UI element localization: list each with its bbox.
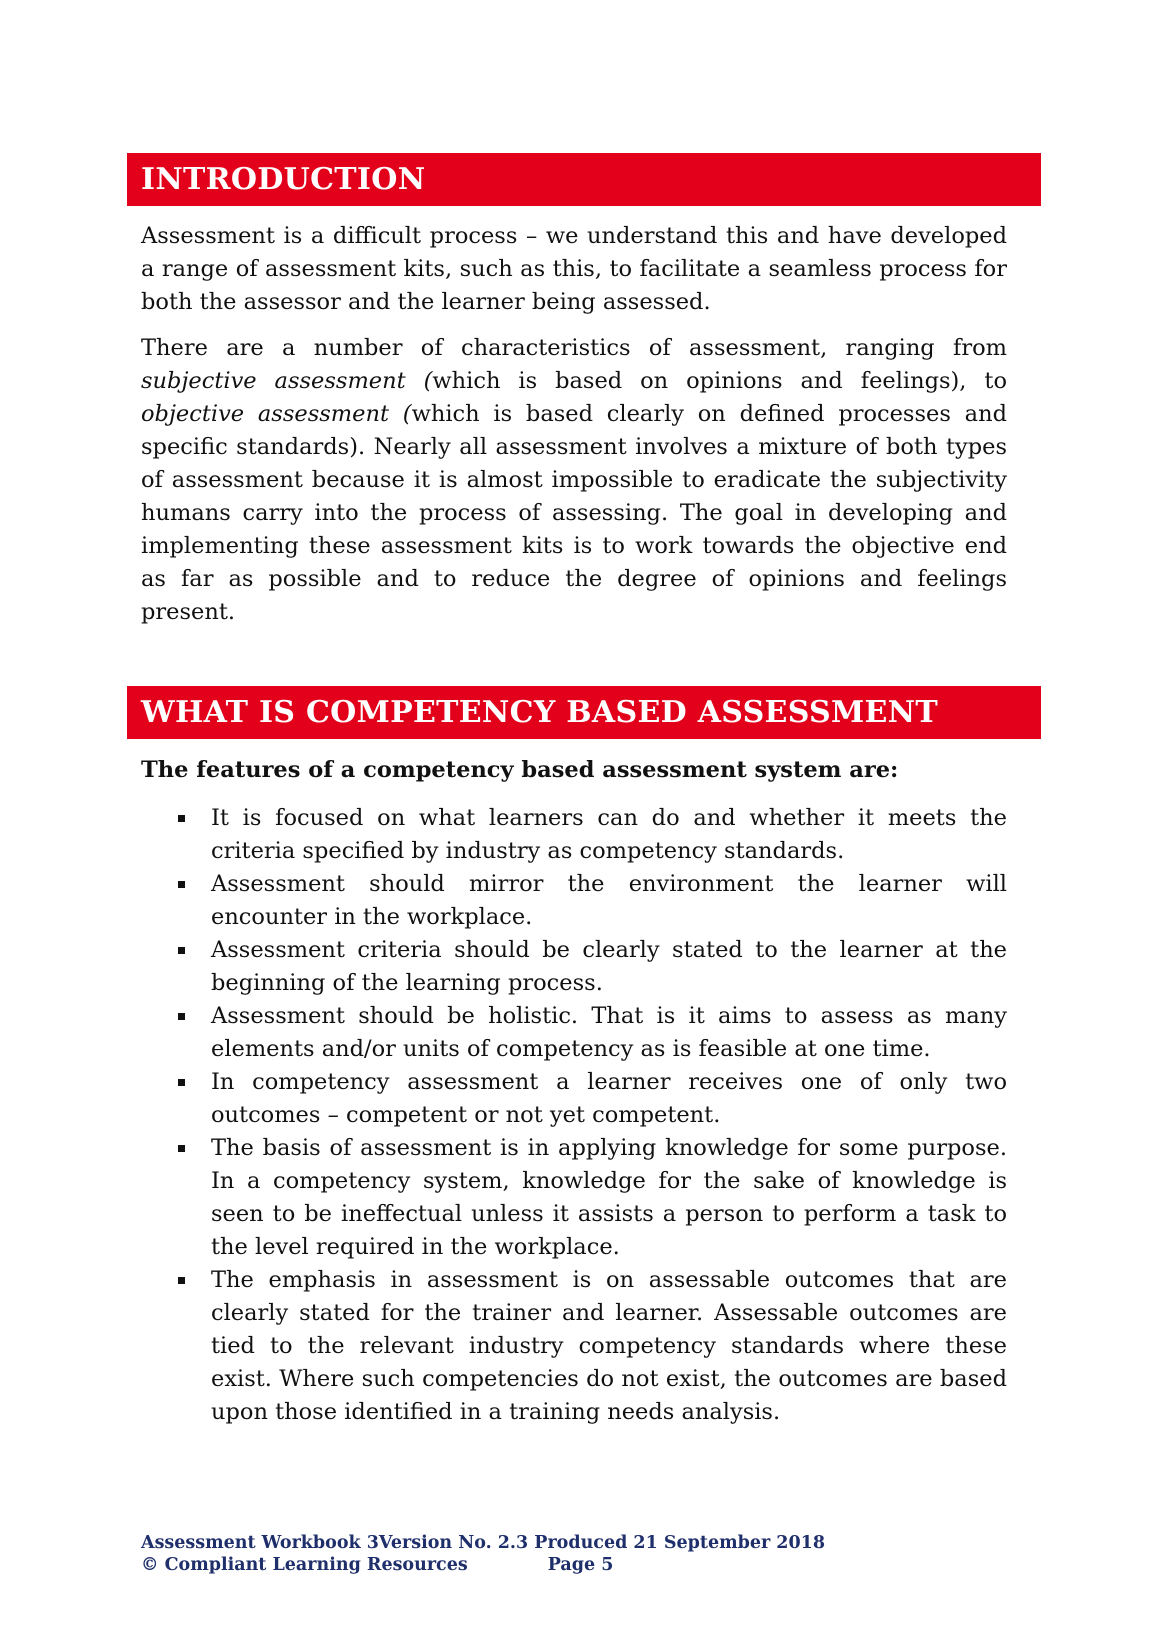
list-item xyxy=(141,1000,1007,1066)
footer-workbook-version: Assessment Workbook 3Version No. 2.3 Produced 21 September 2018 xyxy=(141,1533,825,1553)
list-item-text: The emphasis in assessment is on assessable outcomes that are clearly stated for the trainer and learner. Assessable outcomes are tied to the relevant industry competency standards where these exist. Where such competencies do not exist, the outcomes are based upon those identified in a training needs analysis. xyxy=(211,1267,1007,1425)
intro-p2-text-c: which is based clearly on defined processes and specific standards). Nearly all assessment involves a mixture of both types of assessment because it is almost impossible to eradicate the subjectivity humans carry into the process of assessing. The goal in developing and implementing these assessment kits is to work towards the objective end as far as possible and to reduce the degree of opinions and feelings present. xyxy=(141,401,1007,625)
list-item-text: The basis of assessment is in applying knowledge for some purpose. In a competency system, knowledge for the sake of knowledge is seen to be ineffectual unless it assists a person to perform a task to the level required in the workplace. xyxy=(211,1135,1007,1260)
list-item-text: Assessment should mirror the environment the learner will encounter in the workplace. xyxy=(211,871,1007,930)
list-item-text: It is focused on what learners can do and whether it meets the criteria specified by industry as competency standards. xyxy=(211,805,1007,864)
section-heading-competency-based-assessment: WHAT IS COMPETENCY BASED ASSESSMENT xyxy=(127,686,1041,739)
section-heading-introduction: INTRODUCTION xyxy=(127,153,1041,206)
list-item xyxy=(141,802,1007,868)
list-item-text: Assessment criteria should be clearly stated to the learner at the beginning of the learning process. xyxy=(211,937,1007,996)
square-bullet-icon xyxy=(178,815,185,822)
footer-page-number: Page 5 xyxy=(547,1555,614,1575)
intro-paragraph-1-text: Assessment is a difficult process – we understand this and have developed a range of assessment kits, such as this, to facilitate a seamless process for both the assessor and the learner being assessed. xyxy=(141,223,1007,315)
square-bullet-icon xyxy=(178,1079,185,1086)
subjective-assessment-term: subjective assessment ( xyxy=(141,368,433,394)
square-bullet-icon xyxy=(178,1145,185,1152)
list-item xyxy=(141,934,1007,1000)
footer-copyright: © Compliant Learning Resources xyxy=(141,1555,468,1575)
square-bullet-icon xyxy=(178,947,185,954)
objective-assessment-term: objective assessment ( xyxy=(141,401,412,427)
intro-p2-text-b: which is based on opinions and feelings), to xyxy=(432,368,1008,394)
intro-paragraph-2 xyxy=(141,332,1007,629)
square-bullet-icon xyxy=(178,881,185,888)
intro-paragraph-1 xyxy=(141,220,1007,319)
list-item-text: Assessment should be holistic. That is it aims to assess as many elements and/or units of competency as is feasible at one time. xyxy=(211,1003,1007,1062)
list-item-text: In competency assessment a learner receives one of only two outcomes – competent or not yet competent. xyxy=(211,1069,1007,1128)
features-heading: The features of a competency based assessment system are: xyxy=(141,757,899,783)
list-item xyxy=(141,1066,1007,1132)
list-item xyxy=(141,1264,1007,1429)
page-footer xyxy=(141,1532,825,1576)
list-item xyxy=(141,868,1007,934)
list-item xyxy=(141,1132,1007,1264)
intro-p2-text-a: There are a number of characteristics of assessment, ranging from xyxy=(141,335,1007,361)
square-bullet-icon xyxy=(178,1277,185,1284)
square-bullet-icon xyxy=(178,1013,185,1020)
features-list xyxy=(141,802,1007,1429)
